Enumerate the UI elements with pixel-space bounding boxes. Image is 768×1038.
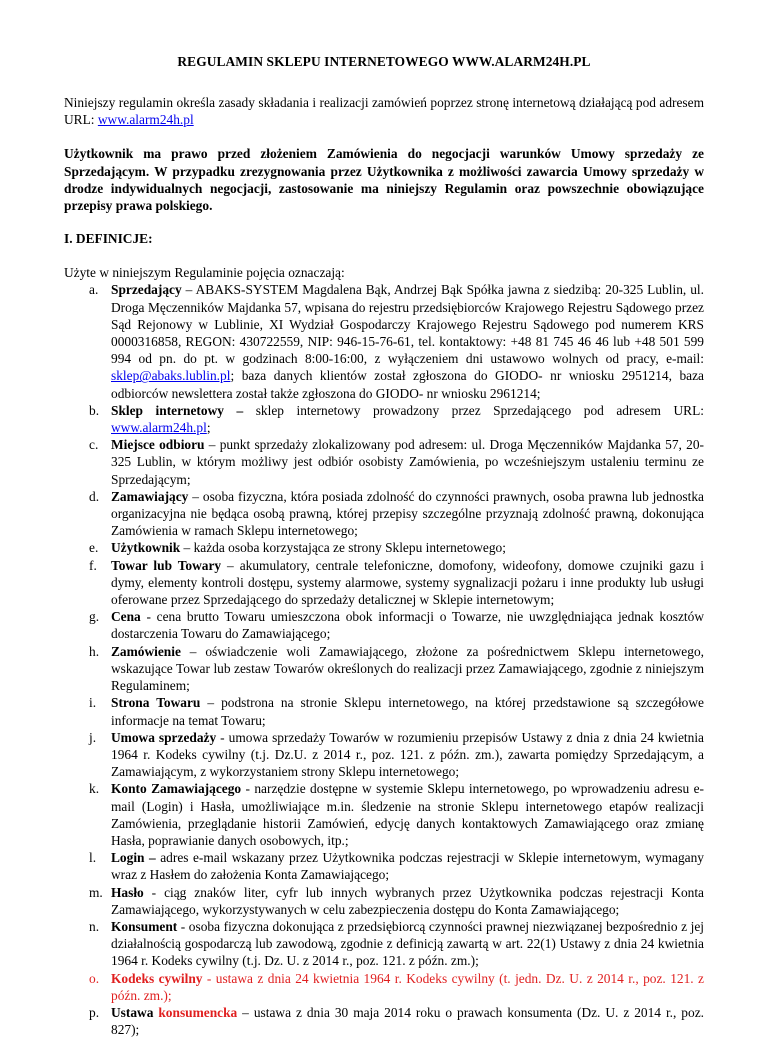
definition-term: Ustawa [111,1004,154,1020]
list-marker: h. [89,643,100,659]
intro-text: Niniejszy regulamin określa zasady składania i realizacji zamówień poprzez stronę internetową działającą pod adresem URL: [64,95,704,128]
definition-item-d [89,488,704,540]
list-marker: c. [89,437,99,453]
definition-text: – osoba fizyczna, która posiada zdolność do czynności prawnych, osoba prawna lub jednostka organizacyjna nie będąca osobą prawną, której przepisy szczególne przyznają zdolność prawną, dokonująca Zamówienia w ramach Sklepu internetowego; [111,488,704,539]
definition-text: - narzędzie dostępne w systemie Sklepu internetowego, po wprowadzeniu adresu e-mail (Login) i Hasła, umożliwiające m.in. śledzenie na stronie Sklepu internetowego etapów realizacji Zamówienia, przeglądanie historii Zamówień, edycję danych kontaktowych Zamawiającego oraz zmianę Hasła, poprawianie danych osobowych, itp.; [111,781,704,848]
definition-text: - cena brutto Towaru umieszczona obok informacji o Towarze, nie uwzględniająca jednak kosztów dostarczenia Towaru do Zamawiającego; [111,609,704,642]
definition-term: Konsument [111,918,178,934]
definition-text: - ciąg znaków liter, cyfr lub innych wybranych przez Użytkownika podczas rejestracji Konta Zamawiającego, wykorzystywanych w celu zabezpieczenia dostępu do Konta Zamawiającego; [111,884,704,917]
definition-term: Hasło [111,884,144,900]
definition-item-m [89,884,704,918]
section-heading-definitions: I. DEFINICJE: [64,231,153,247]
definition-text: sklep internetowy prowadzony przez Sprzedającego pod adresem URL: [243,402,704,418]
definition-text: ; [206,420,211,436]
definition-term: Towar lub Towary [111,557,222,573]
list-marker: b. [89,402,100,418]
definition-item-l [89,849,704,883]
definition-item-i [89,694,704,728]
definition-term: Strona Towaru [111,695,201,711]
list-marker: o. [89,970,100,986]
definition-term-highlight: konsumencka [153,1004,238,1020]
definition-term: Umowa sprzedaży [111,729,217,745]
list-marker: d. [89,488,100,504]
definition-term: Konto Zamawiającego [111,781,242,797]
list-marker: e. [89,540,99,556]
email-link[interactable]: sklep@abaks.lublin.pl [111,368,231,384]
definition-item-k [89,780,704,849]
definition-text: – punkt sprzedaży zlokalizowany pod adresem: ul. Droga Męczenników Majdanka 57, 20-325 Lublin, w którym możliwy jest odbiór osobisty Zamówienia, po wcześniejszym ustaleniu terminu ze Sprzedającym; [111,437,704,487]
list-marker: n. [89,918,100,934]
definition-item-e [89,539,704,556]
list-marker: f. [89,557,97,573]
definitions-list [64,281,704,1038]
list-marker: j. [89,729,97,745]
definition-term: Użytkownik [111,540,181,556]
definition-text: - ustawa z dnia 24 kwietnia 1964 r. Kodeks cywilny (t. jedn. Dz. U. z 2014 r., poz. 121. z późn. zm.); [111,970,704,1003]
definition-text: – oświadczenie woli Zamawiającego, złożone za pośrednictwem Sklepu internetowego, wskazujące Towar lub zestaw Towarów określonych do realizacji przez Zamawiającego, zgodnie z niniejszym Regulaminem; [111,643,704,694]
list-marker: p. [89,1004,100,1020]
definition-item-j [89,729,704,781]
definition-item-b [89,402,704,436]
definition-item-f [89,557,704,609]
definition-text: – ustawa z dnia 30 maja 2014 roku o prawach konsumenta (Dz. U. z 2014 r., poz. 827); [111,1004,704,1038]
definition-term: Sprzedający [111,282,182,298]
definition-text: adres e-mail wskazany przez Użytkownika podczas rejestracji w Sklepie internetowym, wymagany wraz z Hasłem do założenia Konta Zamawiającego; [111,850,704,883]
list-marker: i. [89,695,97,711]
list-marker: m. [89,884,103,900]
intro-paragraph [64,94,704,128]
definition-text: – akumulatory, centrale telefoniczne, domofony, wideofony, domowe czujniki gazu i dymy, elementy kontroli dostępu, systemy alarmowe, systemy sygnalizacji pożaru i inne produkty lub usługi oferowane przez Sprzedającego do sprzedaży detalicznej w Sklepie internetowym; [111,557,704,608]
definition-text: ; baza danych klientów został zgłoszona do GIODO- nr wniosku 2951214, baza odbiorców newslettera został także zgłoszona do GIODO- nr wniosku 2961214; [111,368,704,401]
definition-term: Miejsce odbioru [111,437,205,453]
list-marker: k. [89,781,100,797]
list-marker: a. [89,282,99,298]
list-marker: g. [89,609,100,625]
definition-term: Login – [111,850,156,866]
definition-text: - umowa sprzedaży Towarów w rozumieniu przepisów Ustawy z dnia z dnia 24 kwietnia 1964 r. Kodeks cywilny (t.j. Dz.U. z 2014 r., poz. 121. z późn. zm.), zawarta pomiędzy Sprzedającym, a Zamawiającym, z wykorzystaniem strony Sklepu internetowego; [111,729,704,780]
document-title: REGULAMIN SKLEPU INTERNETOWEGO WWW.ALARM24H.PL [177,54,591,69]
definition-item-a [89,281,704,401]
definition-term: Kodeks cywilny [111,970,203,986]
definition-item-c [89,436,704,488]
definitions-lead: Użyte w niniejszym Regulaminie pojęcia oznaczają: [64,265,345,281]
definition-term: Sklep internetowy – [111,402,244,418]
site-link[interactable]: www.alarm24h.pl [97,112,194,128]
store-link[interactable]: www.alarm24h.pl [111,420,207,436]
definition-item-n [89,918,704,970]
definition-item-g [89,608,704,642]
list-marker: l. [89,850,97,866]
negotiation-paragraph: Użytkownik ma prawo przed złożeniem Zamówienia do negocjacji warunków Umowy sprzedaży ze Sprzedającym. W przypadku zrezygnowania przez Użytkownika z możliwości zawarcia Umowy sprzedaży w drodze indywidualnych negocjacji, zastosowanie ma niniejszy Regulamin oraz powszechnie obowiązujące przepisy prawa polskiego. [64,146,704,214]
definition-text: - osoba fizyczna dokonująca z przedsiębiorcą czynności prawnej niezwiązanej bezpośrednio z jej działalnością gospodarczą lub zawodową, zgodnie z definicją zawartą w art. 22(1) Ustawy z dnia 24 kwietnia 1964 r. Kodeks cywilny (t.j. Dz. U. z 2014 r., poz. 121. z późn. zm.); [111,918,704,969]
definition-text: – ABAKS-SYSTEM Magdalena Bąk, Andrzej Bąk Spółka jawna z siedzibą: 20-325 Lublin, ul. Droga Męczenników Majdanka 57, wpisana do rejestru przedsiębiorców Krajowego Rejestru Sądowego przez Sąd Rejonowy w Lublinie, XI Wydział Gospodarczy Krajowego Rejestru Sądowego pod numerem KRS 0000316858, REGON: 430722559, NIP: 946-15-76-61, tel. kontaktowy: +48 81 745 46 46 lub +48 501 599 994 od pn. do pt. w godzinach 8:00-16:00, z wyłączeniem dni ustawowo wolnych od pracy, e-mail: [111,282,704,367]
definition-text: – każda osoba korzystająca ze strony Sklepu internetowego; [180,540,506,556]
definition-item-p [89,1004,704,1038]
definition-text: – podstrona na stronie Sklepu internetowego, na której przedstawione są szczegółowe informacje na temat Towaru; [111,695,704,728]
definition-item-o [89,970,704,1004]
definition-item-h [89,643,704,695]
definition-term: Cena [111,609,141,625]
definition-term: Zamawiający [111,488,189,504]
definition-term: Zamówienie [111,643,181,659]
